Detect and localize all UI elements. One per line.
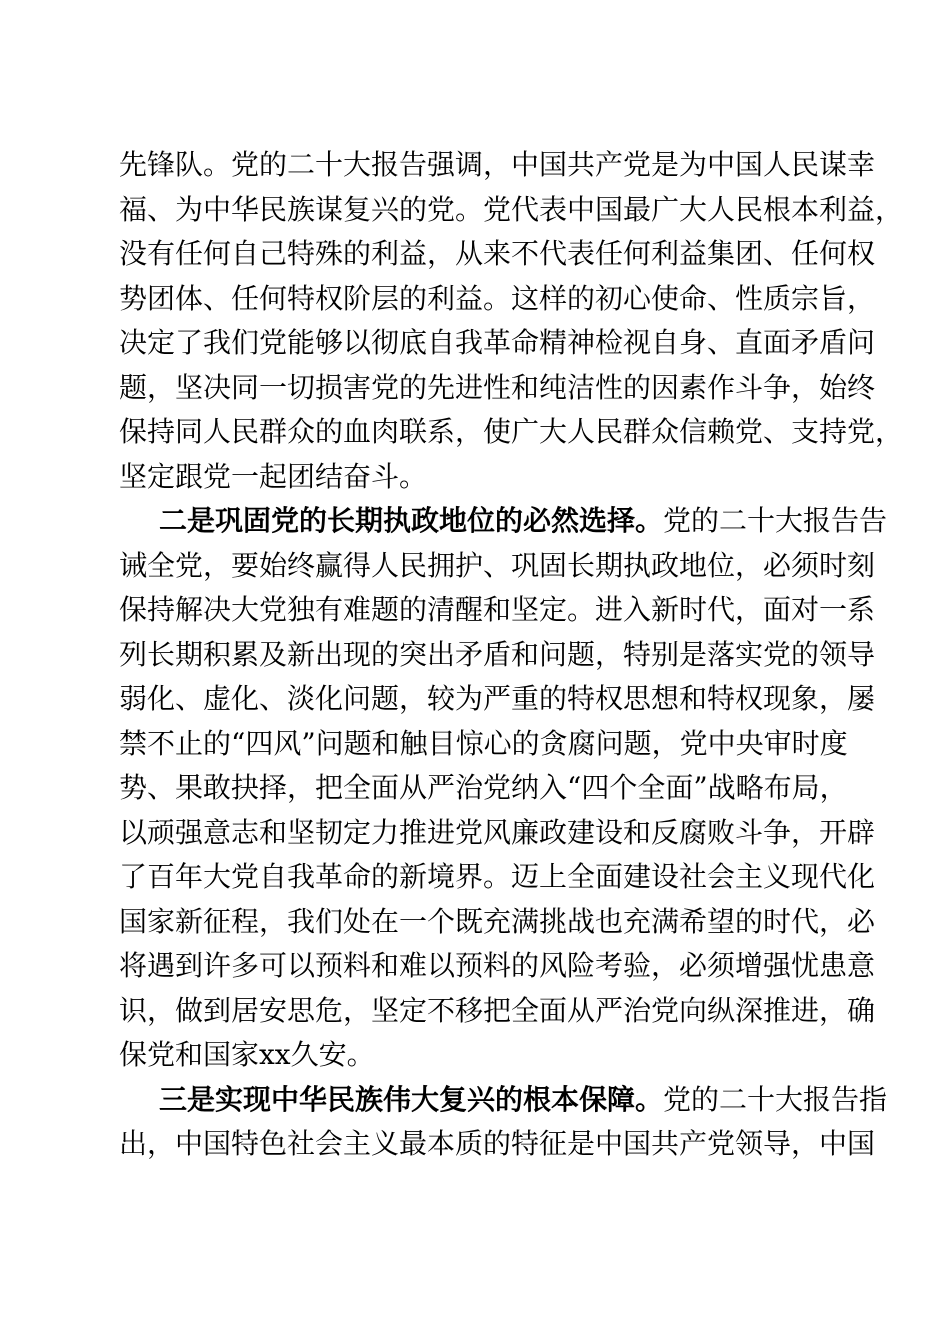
text-line (119, 633, 876, 678)
body-text: 先锋队。党的二十大报告强调，中国共产党是为中国人民谋幸 (119, 148, 876, 181)
body-text: 禁不止的“四风”问题和触目惊心的贪腐问题，党中央审时度 (119, 726, 848, 760)
body-text: 福、为中华民族谋复兴的党。党代表中国最广大人民根本利益， (119, 192, 904, 226)
body-text: 诫全党，要始终赢得人民拥护、巩固长期执政地位，必须时刻 (119, 548, 876, 582)
text-line (119, 855, 876, 900)
text-line (119, 677, 876, 722)
body-text: 以顽强意志和坚韧定力推进党风廉政建设和反腐败斗争，开辟 (119, 815, 876, 849)
text-line (119, 455, 847, 500)
body-text: 将遇到许多可以预料和难以预料的风险考验，必须增强忧患意 (119, 949, 876, 982)
body-text: 国家新征程，我们处在一个既充满挑战也充满希望的时代，必 (119, 904, 876, 938)
body-text: 势团体、任何特权阶层的利益。这样的初心使命、性质宗旨， (119, 281, 876, 315)
text-line (119, 989, 876, 1034)
text-line (119, 499, 888, 544)
text-line (119, 321, 876, 366)
body-text: 保持解决大党独有难题的清醒和坚定。进入新时代，面对一系 (119, 593, 876, 626)
text-line (119, 1033, 847, 1078)
body-text: 党的二十大报告告 (663, 504, 888, 537)
text-line (119, 766, 847, 811)
body-text: 弱化、虚化、淡化问题，较为严重的特权思想和特权现象，屡 (119, 682, 876, 715)
text-line (119, 544, 876, 589)
body-text: 坚定跟党一起团结奋斗。 (119, 459, 428, 493)
body-text: 识，做到居安思危，坚定不移把全面从严治党向纵深推进，确 (119, 993, 876, 1027)
document-body (119, 143, 904, 1167)
text-line (119, 188, 904, 233)
body-text: 党的二十大报告指 (663, 1082, 888, 1116)
text-line (119, 900, 876, 945)
text-line (119, 811, 876, 856)
text-line (119, 722, 847, 767)
body-text: 题，坚决同一切损害党的先进性和纯洁性的因素作斗争，始终 (119, 370, 876, 404)
body-text: 列长期积累及新出现的突出矛盾和问题，特别是落实党的领导 (119, 637, 876, 671)
text-line (119, 1078, 888, 1123)
text-line (119, 1122, 876, 1167)
paragraph-lead-text: 二是巩固党的长期执政地位的必然选择。 (159, 504, 664, 537)
paragraph-lead-text: 三是实现中华民族伟大复兴的根本保障。 (159, 1082, 664, 1116)
text-line (119, 232, 876, 277)
text-line (119, 410, 904, 455)
body-text: 没有任何自己特殊的利益，从来不代表任何利益集团、任何权 (119, 237, 876, 270)
text-line (119, 277, 876, 322)
body-text: 势、果敢抉择，把全面从严治党纳入“四个全面”战略布局， (119, 771, 848, 804)
text-line (119, 588, 876, 633)
body-text: 保持同人民群众的血肉联系，使广大人民群众信赖党、支持党， (119, 415, 904, 448)
text-line (119, 944, 876, 989)
body-text: 决定了我们党能够以彻底自我革命精神检视自身、直面矛盾问 (119, 326, 876, 359)
text-line (119, 366, 876, 411)
body-text: 保党和国家xx久安。 (119, 1038, 375, 1071)
body-text: 了百年大党自我革命的新境界。迈上全面建设社会主义现代化 (119, 860, 876, 893)
body-text: 出，中国特色社会主义最本质的特征是中国共产党领导，中国 (119, 1127, 876, 1160)
text-line (119, 143, 876, 188)
